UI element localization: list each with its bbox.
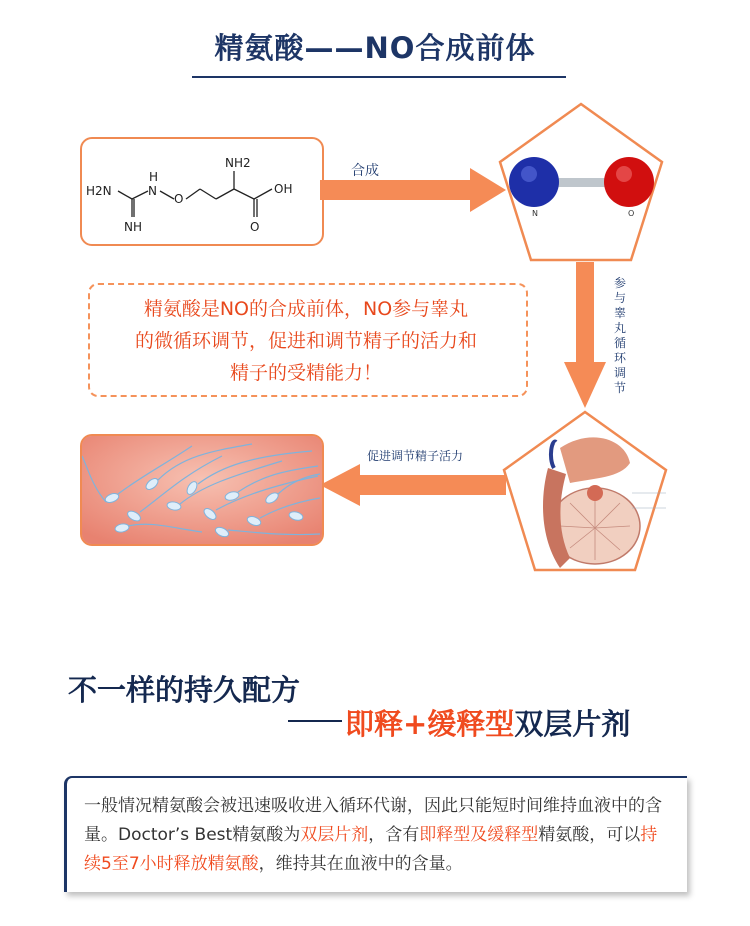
sperm-illustration — [82, 436, 322, 544]
formula-o-link: O — [174, 192, 184, 206]
description-text — [84, 792, 674, 879]
synthesis-arrow — [320, 150, 510, 230]
oxygen-atom-icon — [604, 157, 654, 207]
sperm-illustration-panel — [80, 434, 324, 546]
promote-arrow — [320, 458, 510, 518]
info-callout-text — [96, 293, 516, 389]
regulation-label: 参与睾丸循环调节 — [614, 276, 627, 395]
formula-nh: NH — [124, 220, 142, 234]
page-title: 精氨酸——NO合成前体 — [214, 31, 536, 65]
formula-oh: OH — [274, 182, 293, 196]
desc-part-4: ，维持其在血液中的含量。 — [258, 854, 463, 874]
desc-highlight-2: 即释型及缓释型 — [419, 825, 539, 845]
heading-dash-line — [288, 720, 342, 722]
testis-pentagon — [500, 408, 670, 576]
formula-n: N — [148, 184, 157, 198]
arginine-formula-panel — [80, 137, 324, 246]
title-underline — [192, 76, 566, 78]
molecule-o-label: O — [628, 209, 635, 218]
subheading-rest: 双层片剂 — [514, 707, 631, 741]
arginine-structure-diagram — [82, 139, 322, 244]
formula-h: H — [149, 170, 159, 184]
section-heading: 不一样的持久配方 — [68, 673, 301, 707]
regulation-arrow — [560, 262, 610, 412]
nitrogen-atom-icon — [509, 157, 559, 207]
synthesis-label: 合成 — [351, 163, 379, 179]
info-line-3: 精子的受精能力！ — [229, 362, 382, 384]
info-line-2: 的微循环调节，促进和调节精子的活力和 — [134, 330, 477, 352]
desc-highlight-3: 持续5至7小时释放精氨酸 — [84, 825, 658, 874]
info-line-1: 精氨酸是NO的合成前体，NO参与睾丸 — [143, 298, 469, 320]
molecule-n-label: N — [532, 209, 538, 218]
desc-part-2: ，含有 — [368, 825, 420, 845]
section-subheading — [345, 702, 630, 743]
subheading-accent: 即释+缓释型 — [345, 707, 515, 741]
desc-highlight-1: 双层片剂 — [300, 825, 369, 845]
no-molecule-pentagon — [496, 100, 666, 268]
formula-o-carbonyl: O — [250, 220, 260, 234]
promote-label: 促进调节精子活力 — [367, 449, 464, 463]
desc-part-1: 一般情况精氨酸会被迅速吸收进入循环代谢，因此只能短时间维持血液中的含量。Doctor’s Best精氨酸为 — [84, 796, 662, 845]
desc-part-3: 精氨酸，可以 — [538, 825, 641, 845]
formula-h2n: H2N — [86, 184, 112, 198]
formula-nh2: NH2 — [225, 156, 251, 170]
